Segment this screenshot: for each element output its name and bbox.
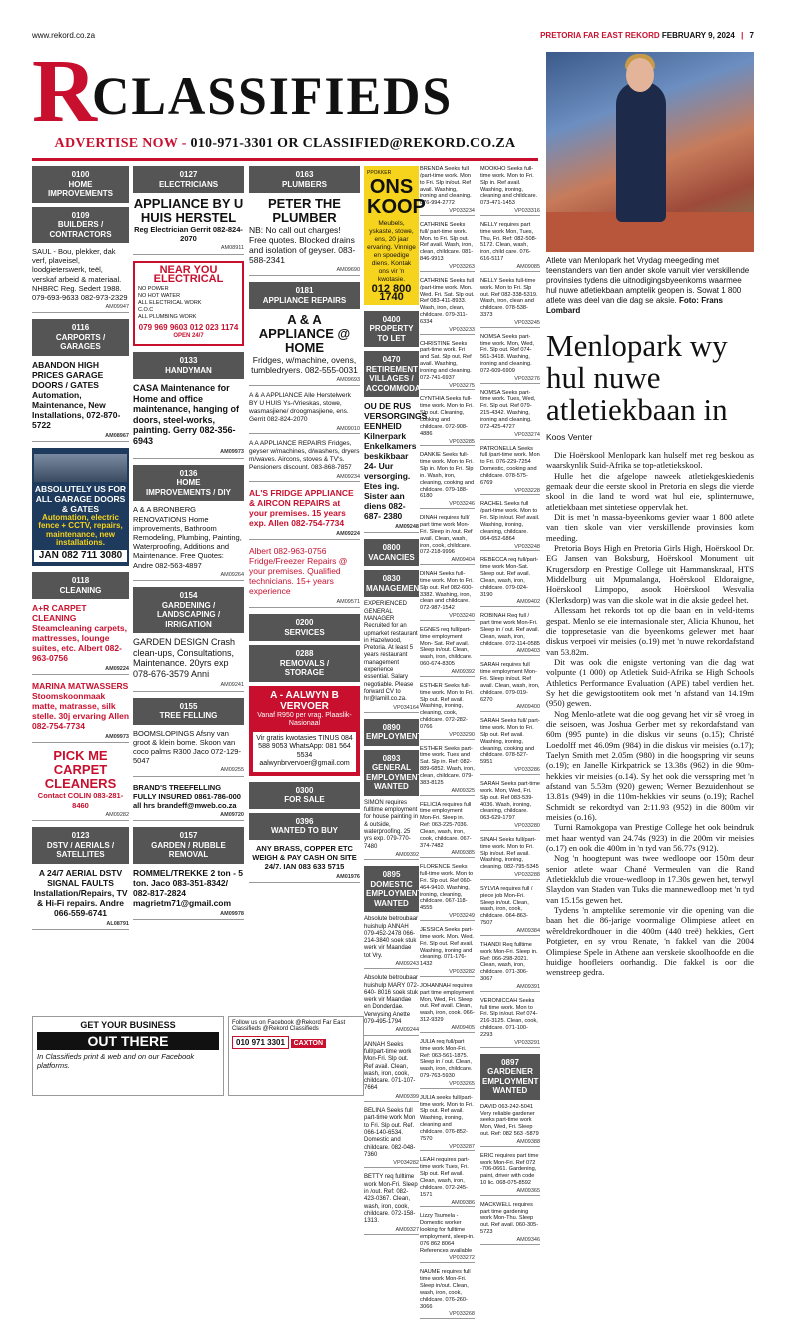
classified-ad xyxy=(420,1213,475,1263)
photo-caption xyxy=(546,256,754,316)
classified-ad xyxy=(420,683,475,740)
ad-tag: PPOKKER xyxy=(367,170,392,176)
masthead-title: CLASSIFIEDS xyxy=(92,66,454,126)
ad-text: REBECCA req full/part-time work Mon-Sat. Sleep out. Ref avail. Clean, wash, iron, childcare. 079-024- 3190 xyxy=(480,557,539,598)
masthead-divider xyxy=(32,158,538,161)
ad-text: ROBINAH Req full / part time work Mon-Fri. Sleep in / out. Ref avail. Clean, wash, iron, childcare. 072-114-0585 xyxy=(480,613,540,647)
ad-ref: AM09392 xyxy=(364,852,419,860)
classified-ad xyxy=(32,868,129,930)
ad-ref: AM09400 xyxy=(480,704,540,712)
classified-ad xyxy=(420,1039,475,1089)
ad-text: SARAH Seeks full/ part-time work. Mon to Fri. Slp out. Ref avail. Washing, ironing, cleaning, cooking and childcare. 078-527-5951 xyxy=(480,718,540,766)
section-header-0123: 0123 DSTV / AERIALS / SATELLITES xyxy=(32,827,129,864)
ad-text: SINAH Seeks full/part-time work. Mon to Fri. Slp in/out. Ref avail. Washing, ironing, cleaning. 082-795-5345 xyxy=(480,836,539,871)
classified-ad xyxy=(480,334,540,384)
ad-ref: VP033228 xyxy=(480,488,540,496)
ad-ref: VP033290 xyxy=(420,732,475,740)
classifieds-column-1 xyxy=(32,166,129,936)
ad-ref: AM09264 xyxy=(133,571,244,581)
ad-text: ESTHER Seeks full-time work. Mon to Fri. Slp out. Ref avail. Washing, ironing, cleaning, cook, childcare. 072-282-0766 xyxy=(420,682,474,730)
classified-ad xyxy=(364,916,419,969)
classified-ad xyxy=(420,864,475,921)
page-number: 7 xyxy=(749,30,754,40)
service-item: ALL ELECTRICAL WORK xyxy=(138,300,202,307)
section-header-0181: 0181 APPLIANCE REPAIRS xyxy=(249,282,360,309)
ad-ref: VP033265 xyxy=(420,1081,475,1089)
classified-ad xyxy=(32,681,129,743)
classified-ad xyxy=(480,557,540,607)
ad-text: Lizzy Tsumela - Domestic worker looking for fulltime employment, sleep-in. 076 862 8064 References available xyxy=(420,1213,475,1254)
ad-text: NELLY requires part time work Mon, Tues, Thu, Fri. Ref: 082-508-5172. Clean, wash, iron, child care. 076-616-5117 xyxy=(480,221,537,263)
classified-ad xyxy=(364,1042,419,1102)
section-header-0400: 0400 PROPERTY TO LET xyxy=(364,311,419,348)
classified-ad xyxy=(249,546,360,608)
ad-text: A A APPLIANCE REPAIRS Fridges, geyser w/machines, d/washers, dryers m/waves. Aircons, stoves & TV's. Pensioners discount. 083-868-7857 xyxy=(249,440,360,472)
classified-ad xyxy=(480,278,540,328)
ad-ref: AM09282 xyxy=(32,811,129,821)
section-header-0396: 0396 WANTED TO BUY xyxy=(249,813,360,840)
article-paragraph: Nog Menlo-atlete wat die oog gevang het vir sê vroeg in die seisoen, was Joshua Gerber met sy rekordafstand van 60m (995 punte) in die diskus vir seuns (o.15); Christé Loedolff met 46.09m (984) in die diskus vir meisies (o.17); Taelyn Smith met 2.05m (980) in die hoogspring vir seuns (o.19); en Janelle Kirkpatrick se 13.38s (962) in die 90m-hekkies vir meisies (o.14). Sy het ook die versspring met 'n afstand van 5.53m (920) gewen; Werner Bezuidenhout se 13.81s (949) in die 110m-hekkies vir seuns (o.19); Rachel Schmidt se rekordtyd van 2:11.93 (952) in die 800m vir meisies (o.16). xyxy=(546,708,754,823)
classified-ad xyxy=(133,783,244,822)
ad-text: SARAH requires full time employment Mon-Fri. Sleep in/out. Ref avail. Clean, wash, iron, childcare. 079-019-6270 xyxy=(480,662,540,703)
promo-text: In Classifieds print & web and on our Facebook platforms. xyxy=(37,1052,195,1070)
section-header-0895: 0895 DOMESTIC EMPLOYMENT WANTED xyxy=(364,866,419,912)
ad-ref: AM01976 xyxy=(249,873,360,883)
classified-ad xyxy=(480,1104,540,1147)
ad-ref: AM09365 xyxy=(480,1188,540,1196)
ad-ref: VP033316 xyxy=(480,208,540,216)
publication-name: PRETORIA FAR EAST REKORD xyxy=(540,30,660,40)
classified-ad xyxy=(364,800,419,860)
classified-ad xyxy=(420,746,475,796)
classified-ad xyxy=(420,983,475,1033)
ad-text: ESTHER Seeks part-time work. Tues and Sat. Slp in. Ref: 082-889-6852. Wash, iron, clean, childcare. 079-383-8125 xyxy=(420,745,475,786)
ad-phone: JAN 082 711 3080 xyxy=(34,550,127,563)
section-header-0470: 0470 RETIREMENT VILLAGES / ACCOMMODATION xyxy=(364,351,419,397)
ad-text: Fridges, w/machine, ovens, tumbledryers. 082-555-0031 xyxy=(251,355,358,376)
ad-ref: AM09978 xyxy=(133,909,244,920)
ad-ref: AM09085 xyxy=(480,264,540,272)
article-paragraph: Nog 'n hoogtepunt was twee wedloope oor 150m deur senior atlete waar Chané Vermeulen van die Rand Atletiekklub die vroue-wedloop in 17.30s gewen het, terwyl Slaydon van Staden van Tuks die mannewedloop met 'n tyd van 15.15s gewen het. xyxy=(546,853,754,905)
ad-phone: 012 800 1740 xyxy=(371,283,412,303)
gate-image xyxy=(34,454,127,482)
ad-ref: VP033246 xyxy=(420,501,475,509)
classified-ad xyxy=(364,975,419,1035)
ad-text: ANNAH Seeks full/part-time work Mon-Fri. Slp out. Ref avail. Clean, wash, iron, cook, childcare. 071-107-7664 xyxy=(364,1041,416,1092)
classified-ad xyxy=(480,613,540,656)
ad-ref: VP033287 xyxy=(420,1144,475,1152)
ad-text: Contact COLIN 083-281-8460 xyxy=(37,791,124,810)
classified-ad xyxy=(133,505,244,581)
classifieds-column-3 xyxy=(249,166,360,889)
ad-text: DINAH requires full/ part time work Mon-Fri. Sleep in /out. Ref avail. Clean, wash, iron, cook, childcare. 072-218-9996 xyxy=(420,515,473,556)
ad-ref: VP034282 xyxy=(364,1160,419,1168)
ad-heading: A - AALWYN B VERVOER xyxy=(270,689,339,712)
classified-ad xyxy=(249,392,360,434)
ad-ref: AM09973 xyxy=(32,732,129,743)
article-paragraph: Pretoria Boys High en Pretoria Girls High, Hoërskool Dr. EG Jansen van Boksburg, Hoërskool Monument uit Krugersdorp en Prestige College uit Hammanskraal, HTS Middelburg uit Mpumalanga, Hoërskool Eldoraigne, Hoërskool Limpopo, asook Hoërskool Wesvalia (Klerksdorp) was van die skole wat in die aksie gedeel het. xyxy=(546,543,754,605)
caxton-logo: CAXTON xyxy=(291,1039,326,1048)
ad-text: CATHRINE Seeks full /part-time work. Mon. Wed. Fri. Sat. Slp out. Ref 083-411-8933. Wash, iron, clean, childcare. 079-311-6334 xyxy=(420,277,475,325)
ad-heading: PETER THE PLUMBER xyxy=(268,196,341,225)
section-header-0155: 0155 TREE FELLING xyxy=(133,698,244,725)
classified-ad xyxy=(133,868,244,920)
ad-ref: AM09224 xyxy=(249,529,360,540)
ad-text: GARDEN DESIGN Crash clean-ups, Consultations, Maintenance. 20yrs exp 078-676-3579 Anni xyxy=(133,637,236,679)
ad-heading: PICK ME CARPET CLEANERS xyxy=(44,748,117,792)
classified-ad xyxy=(420,571,475,621)
classified-ad xyxy=(480,662,540,712)
ad-ref: VP033291 xyxy=(480,1040,540,1048)
ad-text: CASA Maintenance for Home and office maintenance, hanging of doors, steel-works, painting. Gerry 082-356-6943 xyxy=(133,383,240,446)
ad-ref: AM09690 xyxy=(249,266,360,276)
classified-ad xyxy=(480,1202,540,1245)
ad-text: NAUME requires full time work Mon-Fri. Sleep in/out. Clean, wash, iron, cook, childcare. 076-260- 3066 xyxy=(420,1269,471,1310)
promo-title: OUT THERE xyxy=(37,1032,219,1050)
ad-ref: VP034164 xyxy=(364,705,419,713)
promo-heading: GET YOUR BUSINESS xyxy=(80,1020,176,1030)
ad-text: EXPERIENCED GENERAL MANAGER Recruited for an upmarket restaurant in Hazelwood, Pretoria. At least 5 years restaurant management experience essential. Salary negotiable. Please forward CV to hr@lamill.co.za. xyxy=(364,601,418,703)
classified-ad xyxy=(420,515,475,565)
ad-text: LEAH requires part-time work Tues, Fri. Slp out. Ref avail. Clean, wash, iron, childcare. 072-245-1571 xyxy=(420,1157,470,1198)
ad-text: ABANDON HIGH PRICES GARAGE DOORS / GATES Automation, Maintenance, New Installations, 072-870-5722 xyxy=(32,359,121,430)
ad-ref: AM09947 xyxy=(32,303,129,313)
classified-ad xyxy=(133,383,244,459)
ad-text: SYLVIA requires full / piece job Mon-Fri. Sleep in/out. Clean, wash, iron, cook, childcare. 064-863- 7507 xyxy=(480,885,533,927)
ad-ref: VP033286 xyxy=(480,767,540,775)
ad-text: A+R CARPET CLEANING Steamcleaning carpets, mattresses, lounge suites, etc. Albert 082-963-0756 xyxy=(32,603,127,664)
classified-ad xyxy=(480,390,540,440)
ad-heading: ABSOLUTELY US FOR ALL GARAGE DOORS & GATES xyxy=(34,483,127,514)
promo-text: Follow us on Facebook @Rekord Far East Classifieds @Rekord Classifieds xyxy=(232,1020,346,1032)
ad-text: SIMON requires fulltime employment for house painting in & outside, waterproofing. 25 yrs exp. 079-770-7480 xyxy=(364,799,419,850)
service-list xyxy=(138,286,239,321)
service-item: ALL PLUMBING WORK xyxy=(138,314,197,321)
classified-ad xyxy=(364,1108,419,1168)
ad-text: BRENDA Seeks full /part-time work. Mon to Fri. Slp in/out. Ref avail. Washing, ironing and cleaning. 076-994-2772 xyxy=(420,166,472,207)
ad-text: JOHANNAH requires part time employment Mon, Wed, Fri. Sleep out. Ref avail. Clean, wash, iron, cook. 066-312-9329 xyxy=(420,982,475,1024)
section-header-0136: 0136 HOME IMPROVEMENTS / DIY xyxy=(133,465,244,502)
ad-ref: VP033233 xyxy=(420,327,475,335)
ad-ref: AM09388 xyxy=(480,1139,540,1147)
classified-ad xyxy=(420,927,475,977)
ad-text: CHRISTINE Seeks part-time work. Fri and Sat. Slp out. Ref avail. Washing, ironing and cleaning. 072-741-6937 xyxy=(420,340,472,381)
ad-text: CATHRINE Seeks full/ part-time work. Mon. to Fri. Slp out. Ref avail. Wash, iron, clean, childcare. 081-846-9913 xyxy=(420,221,474,263)
ad-ref: AM08967 xyxy=(32,431,129,442)
masthead-r-logo: R xyxy=(32,42,97,141)
publication-info: PRETORIA FAR EAST REKORD FEBRUARY 9, 2024 | 7 xyxy=(540,30,754,40)
ad-ref: AM09384 xyxy=(480,928,540,936)
classified-ad xyxy=(249,488,360,540)
article-paragraph: Tydens 'n amptelike seremonie vir die opening van die baan het die 86-jarige voormalige Olimpiese atleet en wêreldrekordhouer in die 400m (440 treë) hekkies, Gert Potgieter, en sy vrou Renate, 'n fakkel van die 2004 Olimpiese Spele in Athene aan verskeie skoolhoofde en die huidige hoofleiers oorhandig. Die fakkel is oor die wenstreep gedra. xyxy=(546,905,754,978)
ad-text: NELLY Seeks full-time work. Mon to Fri. Slp out. Ref 082-338-5319. Wash, iron, clean and childcare. 078-538-3373 xyxy=(480,277,538,319)
ad-ref: AM09402 xyxy=(480,599,540,607)
site-url[interactable]: www.rekord.co.za xyxy=(32,30,96,40)
classified-ad xyxy=(480,942,540,992)
ad-text: BELINA Seeks full part-time work Mon to Fri. Slp out. Ref. 066-140-6534. Domestic and childcare. 082-048-7360 xyxy=(364,1108,416,1158)
classified-ad xyxy=(249,313,360,386)
ad-ref: AM09224 xyxy=(32,664,129,675)
advertise-line-label: ADVERTISE NOW - xyxy=(54,136,191,151)
classified-ad xyxy=(32,247,129,313)
ad-text: MACKWELL requires part time gardening work Mon-Thu. Sleep out. Ref avail. 060-305-5723 xyxy=(480,1201,539,1236)
ad-text: Automation, electric fence + CCTV, repairs, maintenance, new installations. xyxy=(38,512,123,548)
aalwyn-vervoer-ad xyxy=(249,686,360,776)
section-header-0116: 0116 CARPORTS / GARAGES xyxy=(32,319,129,356)
classified-ad xyxy=(249,440,360,482)
section-header-0897: 0897 GARDENER EMPLOYMENT WANTED xyxy=(480,1054,540,1100)
article-paragraph: Hulle het die afgelope naweek atletiekgeskiedenis gemaak deur die eerste skool in Pretoria en slegs die vierde skool in die land te word wat hul eie, splinternuwe, atletiekbaan met sintetiese oppervlak het. xyxy=(546,470,754,512)
classified-ad xyxy=(420,1157,475,1207)
ad-ref: VP033276 xyxy=(480,376,540,384)
section-header-0118: 0118 CLEANING xyxy=(32,572,129,599)
article-paragraph: Dit is met 'n massa-byeenkoms gevier waar 1 800 atlete van tien skole van vier verskillende provinsies kom meeding. xyxy=(546,512,754,543)
article-paragraph: Allessam het rekords tot op die baan en in veld-items gespat. Menlo se eie internasionale ster, Alicia Khunou, het die toppresetasie van die byeenkoms gelewer met haar diskus verpoei vir meisies (o.19) met 'n nuwe rekordafstand van 53.82m. xyxy=(546,605,754,657)
classifieds-column-4 xyxy=(364,166,440,1241)
ad-text: FELICIA requires full time employment Mon-Fri. Sleep in. Ref: 063-225-7036. Clean, wash, iron, cook, childcare. 067-374-7482 xyxy=(420,801,472,849)
ad-ref: VP033272 xyxy=(420,1255,475,1263)
ad-ref: AM09391 xyxy=(480,984,540,992)
ad-ref: VP033249 xyxy=(420,913,475,921)
advertise-contact[interactable]: 010-971-3301 OR CLASSIFIED@REKORD.CO.ZA xyxy=(190,136,516,151)
ad-text: A & A BRONBERG RENOVATIONS Home improvements, Bathroom Remodeling, Plumbing, Painting, Waterproofing, Additions and Maintenance. Free Quotes: Andre 082-563-4897 xyxy=(133,505,242,570)
section-header-0154: 0154 GARDENING / LANDSCAPING / IRRIGATION xyxy=(133,587,244,633)
ad-ref: AM09010 xyxy=(249,425,360,434)
classified-ad xyxy=(480,998,540,1048)
classified-ad xyxy=(32,603,129,675)
service-item: NO POWER xyxy=(138,286,169,293)
ad-text: DAVID 063-242-5041 Very reliable gardener seeks part-time work Mon, Wed, Fri. Sleep out. Ref: 082 563 -5879 xyxy=(480,1103,539,1138)
section-header-0163: 0163 PLUMBERS xyxy=(249,166,360,193)
ad-text: MARINA MATWASSERS Stoomskoonmaak matte, matrasse, silk stelle. 30j ervaring Allen 082-754-7734 xyxy=(32,681,130,732)
ad-ref: AM09720 xyxy=(133,811,244,821)
ad-ref: VP033274 xyxy=(480,432,540,440)
classified-ad xyxy=(480,781,540,831)
classified-ad xyxy=(420,166,475,216)
ad-ref: AM09693 xyxy=(249,376,360,386)
ad-text: SARAH Seeks part-time work. Mon, Wed, Fri. Slp out. Ref 083-539-4036. Wash, ironing, cleaning, childcare. 063-629-1797 xyxy=(480,780,540,822)
promo-phone[interactable]: 010 971 3301 xyxy=(232,1036,289,1049)
classified-ad xyxy=(249,844,360,883)
ad-text: BRAND'S TREEFELLING FULLY INSURED 0861-786-000 all hrs brandeff@mweb.co.za xyxy=(133,782,241,810)
article-headline: Menlopark wy hul nuwe atletiekbaan in xyxy=(546,328,728,427)
ad-text: JULIA seeks full/part-time work. Mon to Fri. Slp out. Ref avail. Washing, ironing, cleaning and childcare. 076-852-7570 xyxy=(420,1094,474,1142)
ad-ref: VP033268 xyxy=(420,1311,475,1319)
ad-heading: A & A APPLIANCE @ HOME xyxy=(258,312,351,356)
ad-ref: AM09243 xyxy=(364,961,419,969)
classified-ad xyxy=(364,1174,419,1234)
ad-ref: AM09244 xyxy=(364,1027,419,1035)
article-byline: Koos Venter xyxy=(546,432,593,442)
ad-ref: AM09403 xyxy=(480,648,540,656)
ons-koop-ad xyxy=(364,166,426,305)
classifieds-column-6 xyxy=(480,166,540,1251)
classified-ad xyxy=(480,718,540,775)
ad-text: ROMMEL/TREKKE 2 ton - 5 ton. Jaco 083-351-8342/ 082-817-2824 magrietm71@gmail.com xyxy=(133,867,244,908)
ad-ref: VP033282 xyxy=(420,969,475,977)
ad-text: PATRONELLA Seeks full /part-time work. Mon to Fri. 076-229-7254 Domestic, cooking and childcare. 078-575-6769 xyxy=(480,445,540,486)
facebook-promo xyxy=(228,1016,364,1096)
open-24-7-label: OPEN 24/7 xyxy=(173,333,204,340)
classified-ad xyxy=(480,446,540,496)
classified-ad xyxy=(420,1269,475,1319)
ad-ref: AM09571 xyxy=(249,597,360,608)
classified-ad xyxy=(480,837,540,880)
ad-ref: VP033234 xyxy=(420,208,475,216)
ad-ref: VP033263 xyxy=(420,264,475,272)
classified-ad xyxy=(133,637,244,692)
classified-ad xyxy=(364,401,428,533)
ad-ref: VP033288 xyxy=(480,872,540,880)
section-header-0200: 0200 SERVICES xyxy=(249,614,360,641)
near-you-electrical-ad xyxy=(133,261,244,347)
classified-ad xyxy=(133,729,244,777)
gates-display-ad xyxy=(32,448,129,567)
ad-ref: VP033245 xyxy=(480,320,540,328)
article-paragraph: Dit was ook die enigste vertoning van die dag wat volpunte (1 000) op Atletiek Suid-Afrika se High Schools Athletics Performance Evaluation (APE) tabel verdien het. Sy het die gewigstootitem ook met 'n afstand van 14.19m (950) gewen. xyxy=(546,656,754,709)
ad-ref: AM09248 xyxy=(364,522,419,533)
classified-ad xyxy=(32,360,129,442)
article-paragraph: Die Hoërskool Menlopark kan hulself met reg beskou as waarskynlik Suid-Afrika se top-atletiekskool. xyxy=(546,450,754,471)
section-header-0109: 0109 BUILDERS / CONTRACTORS xyxy=(32,207,129,244)
classified-ad xyxy=(133,197,244,255)
ad-phone: 079 969 9603 012 023 1174 xyxy=(138,323,239,333)
classified-ad xyxy=(420,452,475,509)
ad-text: MOOKHO Seeks full-time work. Mon to Fri. Slp in. Ref avail. Washing, ironing, cleaning and childcare. 073-471-1453 xyxy=(480,166,538,207)
ad-text: ANY BRASS, COPPER ETC WEIGH & PAY CASH ON SITE 24/7. IAN 083 633 5715 xyxy=(252,843,357,872)
classified-ad xyxy=(420,278,475,335)
ad-text: NB: No call out charges! Free quotes. Blocked drains and isolation of geyser. 083-588-2341 xyxy=(249,225,356,265)
ad-text: THANDI Req fulltime work Mon-Fri. Sleep in. Ref: 066-298-2021. Clean, wash, iron, childcare. 071-306-3067 xyxy=(480,941,538,983)
ad-text: CYNTHIA Seeks full-time work. Mon to Fri. Slp out. Cleaning, cooking and childcare. 072-908- 4886 xyxy=(420,396,474,437)
ad-text: NOMSA Seeks part-time work. Tues, Wed, Fri. Slp out. Ref 079-215-4342. Washing, ironing and cleaning. 072-425-4727 xyxy=(480,389,536,430)
classifieds-column-2 xyxy=(133,166,244,926)
ad-heading: NEAR YOU ELECTRICAL xyxy=(153,263,224,285)
athletics-photo xyxy=(546,52,754,252)
service-item: C.O.C xyxy=(138,307,154,314)
get-your-business-promo xyxy=(32,1016,224,1096)
classified-ad xyxy=(480,166,540,216)
ad-ref: AM09405 xyxy=(420,1025,475,1033)
article-body xyxy=(546,450,754,978)
ad-text: JULIA req full/part time work Mon-Fri. Ref: 063-561-1875. Sleep in / out. Clean, wash, iron, childcare. 079-763-5930 xyxy=(420,1038,473,1080)
section-header-0800: 0800 VACANCIES xyxy=(364,539,419,566)
section-header-0100: 0100 HOME IMPROVEMENTS xyxy=(32,166,129,203)
ad-ref: AM09255 xyxy=(133,766,244,776)
classifieds-column-5 xyxy=(420,166,475,1325)
section-header-0157: 0157 GARDEN / RUBBLE REMOVAL xyxy=(133,827,244,864)
classified-ad xyxy=(420,341,475,391)
classified-ad xyxy=(420,627,475,677)
section-header-0893: 0893 GENERAL EMPLOYMENT WANTED xyxy=(364,750,419,796)
classified-ad xyxy=(420,396,475,446)
ad-text: OU DE RUS VERSORGINGS EENHEID Kilnerpark Enkelkamers beskikbaar 24- Uur versorging. Etes ing. Sister aan diens 082-687- 2380 xyxy=(364,401,428,522)
ad-text: A 24/7 AERIAL DSTV SIGNAL FAULTS Installation/Repairs, TV & Hi-Fi repairs. Andre 066-559-6741 xyxy=(33,867,128,918)
ad-text: JESSICA Seeks part-time work. Mon. Wed. Fri. Slp out. Ref avail. Washing, ironing and cleaning. 071-176-1432 xyxy=(420,927,474,968)
ad-ref: AM09392 xyxy=(420,669,475,677)
classified-ad xyxy=(480,501,540,551)
ad-text: SAUL - Bou, plekker, dak verf, plaveisel, loodgieterswerk, teël, verskaf arbeid & materiaal. NHBRC Reg. Sedert 1988. 079-693-9633 082-973-2329 xyxy=(32,247,128,303)
ad-text: A & A APPLIANCE Alle Herstelwerk BY U HUIS Ys-/Vrieskas, stowe, wasmasjiene/ droogmasjiene, ens. Gerrit 082-824-2070 xyxy=(249,392,351,424)
classified-ad xyxy=(420,222,475,272)
ad-text: Absolute betroubaar huishulp MARY 072-640- 8016 soek stuk werk vir Maandae en Donderdae. Verwysing Anette 079-495-1794 xyxy=(364,975,419,1026)
ad-text: BOOMSLOPINGS Afsny van groot & klein bome. Skoon van coco palms R300 Jaco 072-129-5047 xyxy=(133,728,241,766)
classified-ad xyxy=(480,886,540,936)
service-item: NO HOT WATER xyxy=(138,293,181,300)
section-header-0133: 0133 HANDYMAN xyxy=(133,352,244,379)
ad-ref: AM08911 xyxy=(133,244,244,254)
ad-ref: AM09241 xyxy=(133,680,244,692)
ad-ref: AM09386 xyxy=(420,1200,475,1208)
ad-heading: ONS KOOP xyxy=(367,176,426,219)
ad-text: BETTY req fulltime work Mon-Fri. Sleep in /out. Ref: 082-423-0367. Clean, wash, iron, cook, childcare. 072-158-1313. xyxy=(364,1174,418,1225)
ad-ref: VP033240 xyxy=(420,613,475,621)
section-header-0300: 0300 FOR SALE xyxy=(249,782,360,809)
ad-ref: AM09325 xyxy=(420,788,475,796)
classified-ad xyxy=(364,601,419,712)
ad-ref: AM09385 xyxy=(420,850,475,858)
ad-text: DANKIE Seeks full-time work. Mon to Fri. Slp in. Mon to Fri. Slp in. Wash, iron, cleaning, cooking and childcare. 079-188-6180 xyxy=(420,452,475,500)
ad-text: Vanaf R950 per vrag. Plaaslik-Nasionaal xyxy=(257,711,352,728)
publication-date: FEBRUARY 9, 2024 xyxy=(661,30,735,40)
ad-contact: Vir gratis kwotasies TINUS 084 588 9053 WhatsApp: 081 564 5534 aalwynbrvervoer@gmail.com xyxy=(253,732,356,772)
ad-ref: AL08791 xyxy=(32,919,129,930)
ad-text: FLORENCE Seeks full-time work. Mon to Fri. Slp out. Ref 060-464-9410. Washing, ironing, cleaning, childcare. 067-118-4555 xyxy=(420,864,474,912)
section-header-0890: 0890 EMPLOYMENT xyxy=(364,719,419,746)
classifieds-masthead xyxy=(32,42,538,141)
classified-ad xyxy=(480,1153,540,1196)
ad-ref: AM09327 xyxy=(364,1227,419,1235)
section-header-0127: 0127 ELECTRICIANS xyxy=(133,166,244,193)
ad-text: Albert 082-963-0756 Fridge/Freezer Repairs @ your premises. Qualified technicians. 15+ years experience xyxy=(249,546,348,597)
ad-text: VERONICCAH Seeks full time work. Mon to Fri. Slp in/out. Ref 074-216-3125. Clean, cook, childcare. 071-100-2293 xyxy=(480,997,538,1038)
ad-ref: VP033280 xyxy=(480,823,540,831)
ad-text: AL'S FRIDGE APPLIANCE & AIRCON REPAIRS at your premises. 15 years exp. Allen 082-754-7734 xyxy=(249,488,354,529)
ad-text: ERIC requires part time work Mon-Fri. Ref 072 -706-0661. Gardening, paint, driver with code 10 lic. 068-075-8592 xyxy=(480,1152,539,1187)
classified-ad xyxy=(420,802,475,859)
ad-text: Reg Electrician Gerrit 082-824-2070 xyxy=(134,225,243,244)
ad-text: DINAH Seeks full-time work. Mon to Fri. Slp out. Ref 082-600-3382. Washing, iron, clean and childcare. 072-987-1542 xyxy=(420,571,474,612)
classified-ad xyxy=(32,749,129,821)
classified-ad xyxy=(249,197,360,276)
ad-ref: VP033248 xyxy=(480,544,540,552)
ad-ref: AM09973 xyxy=(133,447,244,459)
classified-ad xyxy=(420,1095,475,1152)
ad-ref: AM09346 xyxy=(480,1237,540,1245)
photo-credit: Foto: Frans Lombard xyxy=(546,296,723,315)
caption-text: Atlete van Menlopark het Vrydag meegeding met teenstanders van tien ander skole vanuit vier verskillende provinsies tydens die uitnodigingsbyeenkoms waarmee hul nuwe atletiekbaan amptelik geopen is. Sowat 1 800 atlete was deel van die dag se aksie. xyxy=(546,256,750,305)
ad-ref: AM09404 xyxy=(420,557,475,565)
ad-ref: VP033275 xyxy=(420,383,475,391)
article-paragraph: Turni Ramokgopa van Prestige College het ook beindruk met haar wentyd van 24.74s (923) in die 200m vir meisies (o.17) en ook die 400m in 'n tyd van 56.77s (912). xyxy=(546,822,754,854)
section-header-0830: 0830 MANAGEMENT xyxy=(364,570,419,597)
ad-ref: AM09234 xyxy=(249,473,360,482)
advertise-line xyxy=(32,136,538,152)
ad-ref: AM09399 xyxy=(364,1094,419,1102)
ad-text: Meubels, yskaste, stowe, ens, 20 jaar ervaring. Vinnige en spoedige diens. Kontak ons vir 'n kwotasie. xyxy=(367,220,416,284)
classified-ad xyxy=(480,222,540,272)
ad-text: NOMSA Seeks part-time work. Mon, Wed, Fri. Slp out. Ref 074-561-3418. Washing, ironing and cleaning. 072-609-6909 xyxy=(480,333,534,374)
page-topbar xyxy=(32,28,754,42)
ad-text: Absolute betroubaar huishulp ANNAH 079-452-2478 066-214-3840 soek stuk werk vir Maandae tot Vry. xyxy=(364,916,419,959)
ad-text: EGNES req full/part-time employment Mon- Sat. Ref avail. Sleep in/out. Clean, wash, iron, childcare. 060-674-8305 xyxy=(420,626,473,668)
section-header-0288: 0288 REMOVALS / STORAGE xyxy=(249,645,360,682)
ad-heading: APPLIANCE BY U HUIS HERSTEL xyxy=(133,196,244,225)
ad-text: RACHEL Seeks full /part-time work. Mon to Fri. Slp in/out. Ref avail. Washing, ironing, cleaning, childcare. 064-652-6864 xyxy=(480,501,540,542)
ad-ref: VP033285 xyxy=(420,439,475,447)
